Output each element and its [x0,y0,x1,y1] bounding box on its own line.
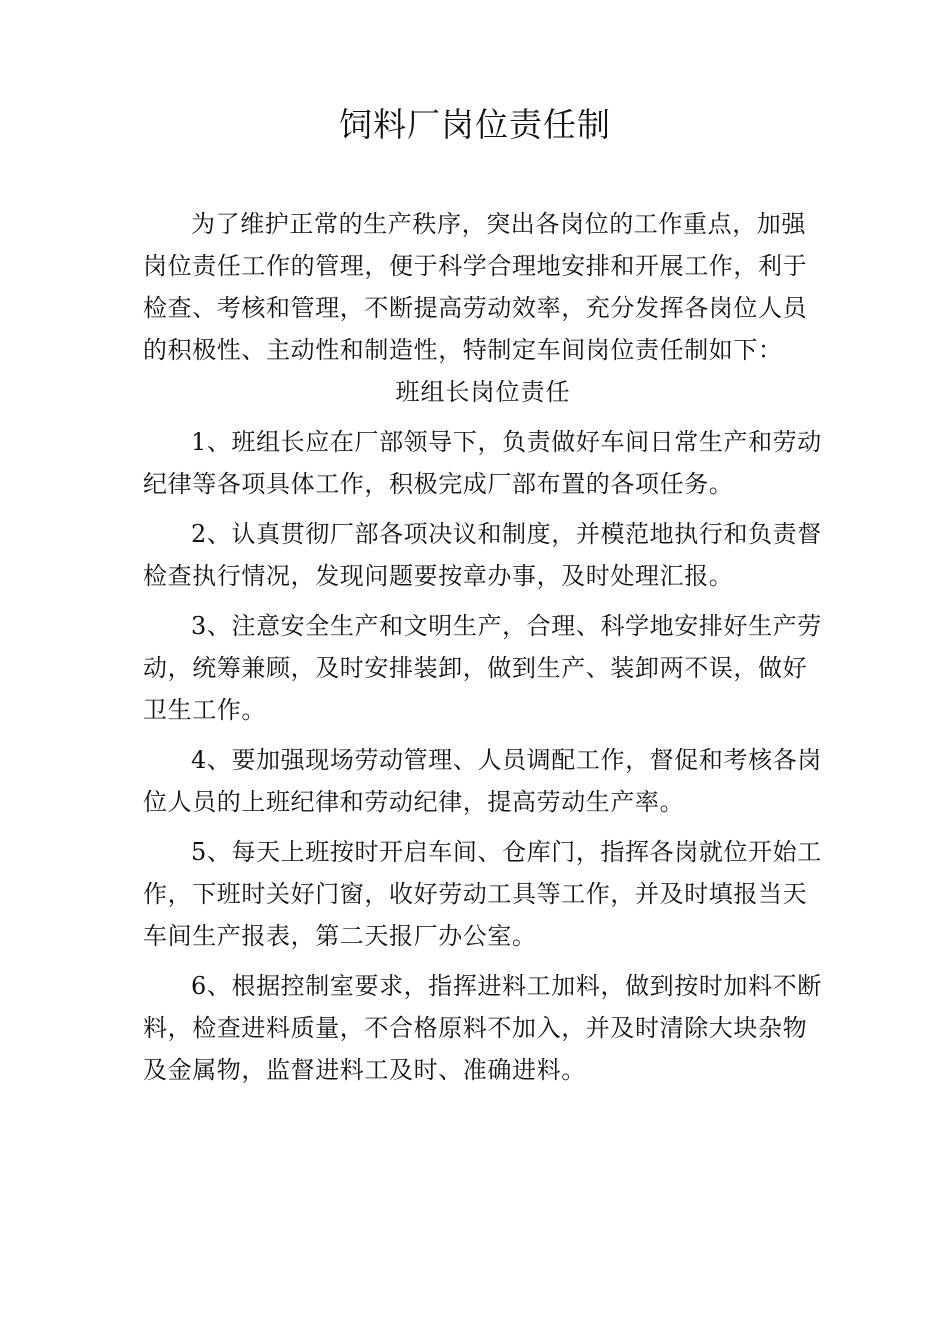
item-line: 6、根据控制室要求，指挥进料工加料，做到按时加料不断 [191,972,822,1000]
list-item [143,513,823,597]
intro-line: 岗位责任工作的管理，便于科学合理地安排和开展工作，利于 [143,252,808,280]
item-line: 车间生产报表，第二天报厂办公室。 [143,922,537,950]
item-line: 1、班组长应在厂部领导下，负责做好车间日常生产和劳动 [191,428,822,456]
list-item [143,605,823,731]
item-line: 料，检查进料质量，不合格原料不加入，并及时清除大块杂物 [143,1014,808,1042]
item-line: 5、每天上班按时开启车间、仓库门，指挥各岗就位开始工 [191,838,822,866]
list-item [143,739,823,823]
list-item [143,831,823,957]
item-line: 位人员的上班纪律和劳动纪律，提高劳动生产率。 [143,788,685,816]
item-line: 4、要加强现场劳动管理、人员调配工作，督促和考核各岗 [191,746,822,774]
item-line: 动，统筹兼顾，及时安排装卸，做到生产、装卸两不误，做好 [143,654,808,682]
document-title: 饲料厂岗位责任制 [339,105,611,144]
item-line: 3、注意安全生产和文明生产，合理、科学地安排好生产劳 [191,612,822,640]
section-heading: 班组长岗位责任 [395,378,571,406]
intro-paragraph [143,203,823,371]
document-body [143,203,823,1099]
item-line: 作，下班时关好门窗，收好劳动工具等工作，并及时填报当天 [143,880,808,908]
item-line: 卫生工作。 [143,696,266,724]
intro-line: 检查、考核和管理，不断提高劳动效率，充分发挥各岗位人员 [143,294,808,322]
item-line: 纪律等各项具体工作，积极完成厂部布置的各项任务。 [143,470,734,498]
item-line: 检查执行情况，发现问题要按章办事，及时处理汇报。 [143,562,734,590]
intro-line: 为了维护正常的生产秩序，突出各岗位的工作重点，加强 [191,210,806,238]
list-item [143,421,823,505]
intro-line: 的积极性、主动性和制造性，特制定车间岗位责任制如下： [143,336,783,364]
list-item [143,965,823,1091]
item-line: 2、认真贯彻厂部各项决议和制度，并模范地执行和负责督 [191,520,822,548]
item-line: 及金属物，监督进料工及时、准确进料。 [143,1056,586,1084]
